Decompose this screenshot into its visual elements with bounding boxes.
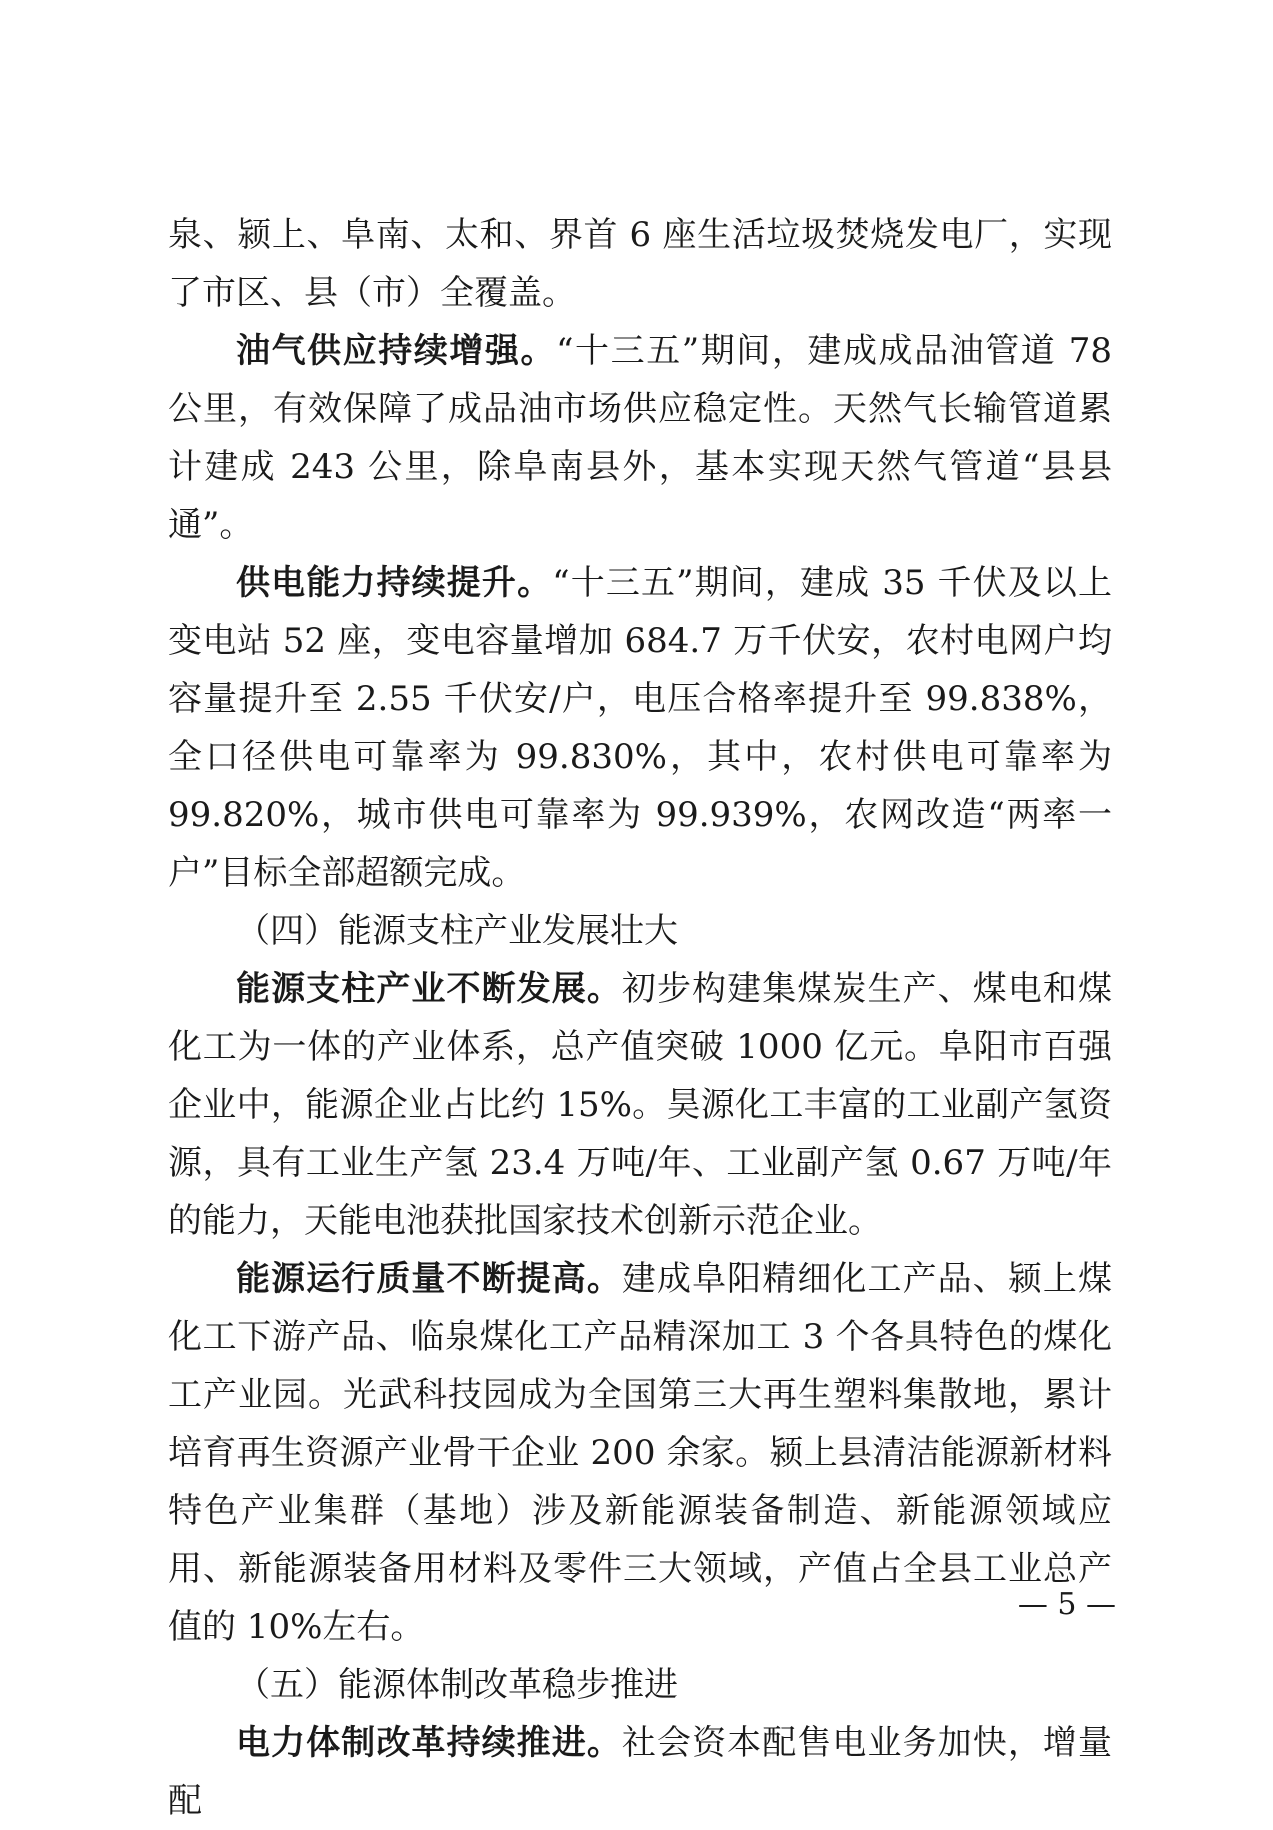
paragraph-lead: 电力体制改革持续推进。 [236,1723,622,1763]
paragraph-power-supply [168,554,1112,902]
paragraph-continued [168,206,1112,322]
paragraph-text: “十三五”期间，建成成品油管道 78 公里，有效保障了成品油市场供应稳定性。天然气长输管道累计建成 243 公里，除阜南县外，基本实现天然气管道“县县通”。 [168,331,1113,545]
page-number: — 5 — [1017,1587,1116,1622]
paragraph-text: 初步构建集煤炭生产、煤电和煤化工为一体的产业体系，总产值突破 1000 亿元。阜阳市百强企业中，能源企业占比约 15%。昊源化工丰富的工业副产氢资源，具有工业生产氢 23.4 万吨/年、工业副产氢 0.67 万吨/年的能力，天能电池获批国家技术创新示范企业。 [168,969,1113,1241]
document-body [168,206,1112,1830]
paragraph-oil-gas-supply [168,322,1112,554]
paragraph-lead: 能源支柱产业不断发展。 [236,969,622,1009]
paragraph-pillar-industry [168,960,1112,1250]
paragraph-text: 建成阜阳精细化工产品、颍上煤化工下游产品、临泉煤化工产品精深加工 3 个各具特色的煤化工产业园。光武科技园成为全国第三大再生塑料集散地，累计培育再生资源产业骨干企业 200 余家。颍上县清洁能源新材料特色产业集群（基地）涉及新能源装备制造、新能源领域应用、新能源装备用材料及零件三大领域，产值占全县工业总产值的 10%左右。 [168,1259,1113,1647]
paragraph-operation-quality [168,1250,1112,1656]
paragraph-lead: 供电能力持续提升。 [236,563,553,603]
section-heading-5: （五）能源体制改革稳步推进 [236,1665,678,1705]
paragraph-text: 泉、颍上、阜南、太和、界首 6 座生活垃圾焚烧发电厂，实现了市区、县（市）全覆盖。 [168,215,1112,313]
paragraph-text: “十三五”期间，建成 35 千伏及以上变电站 52 座，变电容量增加 684.7 万千伏安，农村电网户均容量提升至 2.55 千伏安/户，电压合格率提升至 99.838%，全口径供电可靠率为 99.830%，其中，农村供电可靠率为 99.820%，城市供电可靠率为 99.939%，农网改造“两率一户”目标全部超额完成。 [168,563,1112,893]
paragraph-text: 社会资本配售电业务加快，增量配 [168,1723,1113,1821]
paragraph-lead: 能源运行质量不断提高。 [236,1259,622,1299]
section-heading-4: （四）能源支柱产业发展壮大 [236,911,678,951]
paragraph-power-reform [168,1714,1112,1830]
paragraph-lead: 油气供应持续增强。 [236,331,557,371]
